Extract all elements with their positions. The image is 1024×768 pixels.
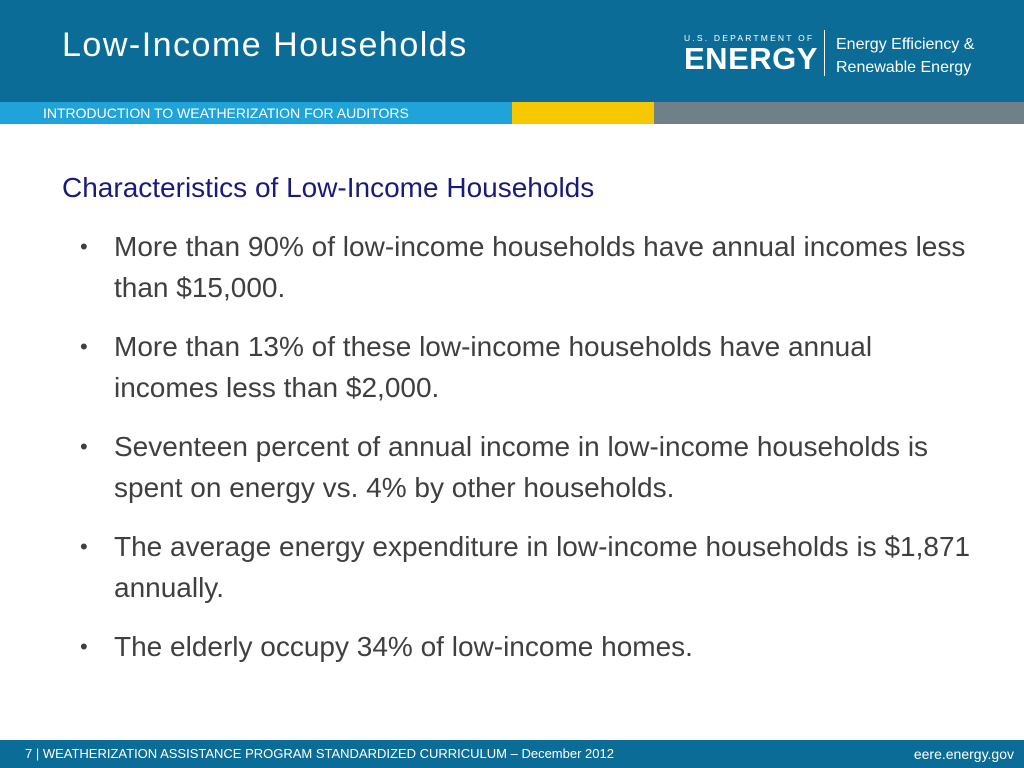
bullet-text: The elderly occupy 34% of low-income homes. [114, 631, 693, 662]
doe-logo [684, 33, 818, 74]
list-item [80, 226, 980, 308]
banner-yellow-segment [512, 102, 654, 124]
page-title: Low-Income Households [62, 26, 468, 64]
section-banner [0, 102, 1024, 124]
footer-bar [0, 740, 1024, 768]
list-item [80, 626, 980, 667]
bullet-icon: • [80, 234, 88, 259]
bullet-icon: • [80, 334, 88, 359]
eere-line-1: Energy Efficiency & [836, 36, 975, 53]
banner-text: INTRODUCTION TO WEATHERIZATION FOR AUDITORS [43, 105, 409, 121]
list-item [80, 526, 980, 608]
eere-line-2: Renewable Energy [836, 59, 972, 76]
doe-logo-big-text: ENERGY [684, 41, 818, 76]
bullet-text: Seventeen percent of annual income in low-income households is spent on energy vs. 4% by other households. [114, 431, 929, 503]
bullet-icon: • [80, 534, 88, 559]
logo-divider [824, 30, 825, 76]
header-bar [0, 0, 1024, 102]
bullet-text: More than 13% of these low-income households have annual incomes less than $2,000. [114, 331, 873, 403]
bullet-list [80, 226, 980, 685]
bullet-icon: • [80, 434, 88, 459]
bullet-text: The average energy expenditure in low-income households is $1,871 annually. [114, 531, 971, 603]
doe-logo-small-text: U.S. DEPARTMENT OF [684, 33, 815, 43]
list-item [80, 426, 980, 508]
content-subtitle: Characteristics of Low-Income Households [62, 172, 595, 203]
bullet-icon: • [80, 634, 88, 659]
list-item [80, 326, 980, 408]
footer-website-link[interactable]: eere.energy.gov [913, 746, 1014, 762]
eere-logo-text [836, 33, 974, 79]
banner-gray-segment [654, 102, 1024, 124]
bullet-text: More than 90% of low-income households have annual incomes less than $15,000. [114, 231, 966, 303]
footer-page-info: 7 | WEATHERIZATION ASSISTANCE PROGRAM STANDARDIZED CURRICULUM – December 2012 [25, 746, 614, 761]
